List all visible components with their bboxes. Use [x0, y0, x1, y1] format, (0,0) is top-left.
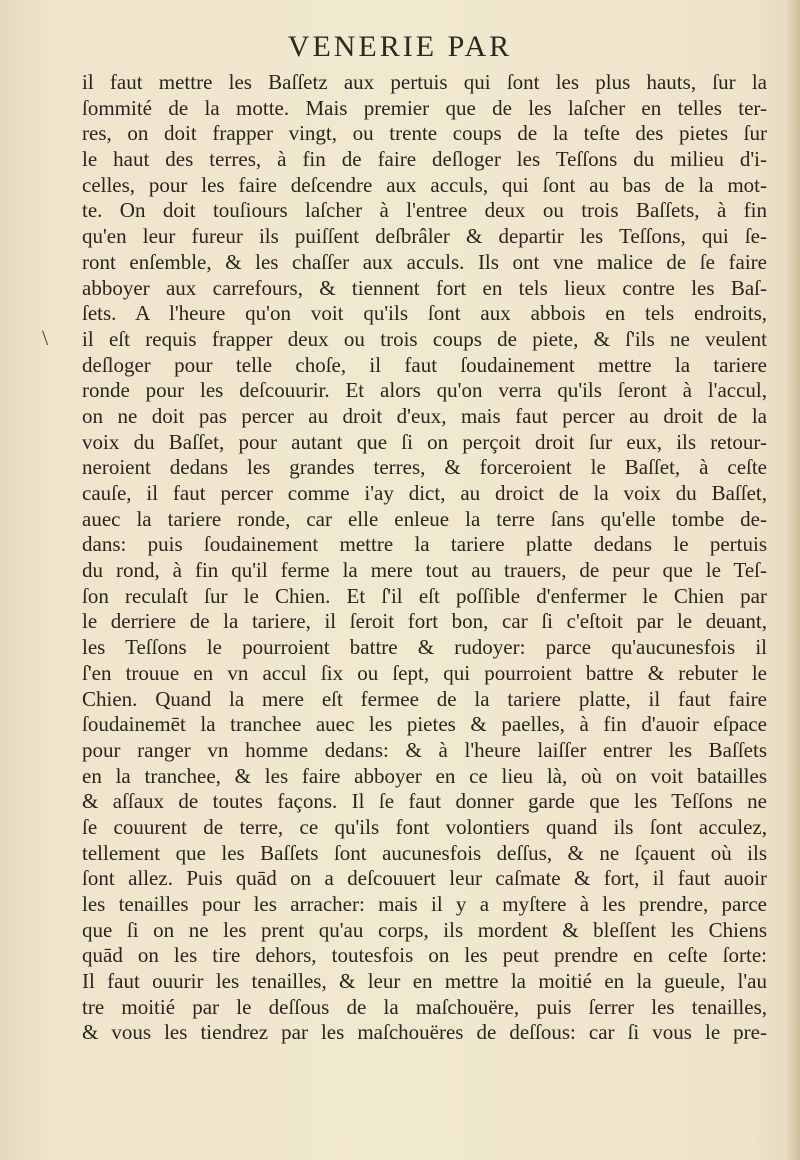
text-line: res, on doit frapper vingt, ou trente coups de la teſte des pietes ſur [82, 121, 767, 146]
text-line: le derriere de la tariere, il ſeroit fort bon, car ſi c'eſtoit par le deuant, [82, 609, 767, 634]
page-edge-shadow [786, 0, 800, 1160]
text-line: deſloger pour telle choſe, il faut ſoudainement mettre la tariere [82, 352, 767, 377]
text-line: & vous les tiendrez par les maſchouëres de deſſous: car ſi vous le pre- [82, 1020, 767, 1045]
text-line: neroient dedans les grandes terres, & forceroient le Baſſet, à ceſte [82, 455, 767, 480]
text-line: voix du Baſſet, pour autant que ſi on perçoit droit ſur eux, ils retour- [82, 429, 767, 454]
text-line: dans: puis ſoudainement mettre la tariere platte dedans le pertuis [82, 532, 767, 557]
marginal-mark: \ [42, 325, 49, 350]
text-line: abboyer aux carrefours, & tiennent fort en tels lieux contre les Baſ- [82, 275, 767, 300]
text-line: tellement que les Baſſets ſont aucunesfois deſſus, & ne ſçauent où ils [82, 840, 767, 865]
text-line: ronde pour les deſcouurir. Et alors qu'on verra qu'ils ſeront à l'accul, [82, 378, 767, 403]
text-line: du rond, à fin qu'il ferme la mere tout au trauers, de peur que le Teſ- [82, 558, 767, 583]
running-head: VENERIE PAR [287, 30, 513, 63]
text-line: Il faut ouurir les tenailles, & leur en mettre la moitié en la gueule, l'au [82, 969, 767, 994]
text-line: auec la tariere ronde, car elle enleue la terre ſans qu'elle tombe de- [82, 506, 767, 531]
text-line: ſoudainemēt la tranchee auec les pietes & paelles, à fin d'auoir eſpace [82, 712, 767, 737]
text-line: que ſi on ne les prent qu'au corps, ils mordent & bleſſent les Chiens [82, 917, 767, 942]
text-line: qu'en leur fureur ils puiſſent deſbrâler & departir les Teſſons, qui ſe- [82, 224, 767, 249]
text-line: il eſt requis frapper deux ou trois coups de piete, & ſ'ils ne veulent [82, 326, 767, 351]
text-line: ſont allez. Puis quād on a deſcouuert leur caſmate & fort, il faut auoir [82, 866, 767, 891]
text-line: les tenailles pour les arracher: mais il y a myſtere à les prendre, parce [82, 892, 767, 916]
text-line: ront enſemble, & les chaſſer aux acculs. Ils ont vne malice de ſe faire [82, 249, 767, 274]
text-line: quād on les tire dehors, toutesfois on les peut prendre en ceſte ſorte: [82, 943, 767, 968]
text-body [82, 70, 767, 1046]
text-line: & aſſaux de toutes façons. Il ſe faut donner garde que les Teſſons ne [82, 789, 767, 814]
text-line: les Teſſons le pourroient battre & rudoyer: parce qu'aucunesfois il [82, 635, 767, 660]
text-line: pour ranger vn homme dedans: & à l'heure laiſſer entrer les Baſſets [82, 737, 767, 762]
text-line: on ne doit pas percer au droit d'eux, mais faut percer au droit de la [82, 403, 767, 428]
text-line: ſ'en trouue en vn accul ſix ou ſept, qui pourroient battre & rebuter le [82, 660, 767, 685]
text-line: ſets. A l'heure qu'on voit qu'ils ſont aux abbois en tels endroits, [82, 301, 767, 326]
text-line: cauſe, il faut percer comme i'ay dict, au droict de la voix du Baſſet, [82, 481, 767, 505]
text-line: il faut mettre les Baſſetz aux pertuis qui ſont les plus hauts, ſur la [82, 70, 767, 94]
text-line: Chien. Quand la mere eſt fermee de la tariere platte, il faut faire [82, 686, 767, 711]
text-line: en la tranchee, & les faire abboyer en ce lieu là, où on voit batailles [82, 763, 767, 788]
text-line: ſe couurent de terre, ce qu'ils font volontiers quand ils ſont acculez, [82, 814, 767, 839]
text-line: tre moitié par le deſſous de la maſchouëre, puis ſerrer les tenailles, [82, 994, 767, 1019]
text-line: celles, pour les faire deſcendre aux acculs, qui ſont au bas de la mot- [82, 172, 767, 197]
text-line: ſommité de la motte. Mais premier que de les laſcher en telles ter- [82, 95, 767, 120]
text-line: te. On doit touſiours laſcher à l'entree deux ou trois Baſſets, à fin [82, 198, 767, 223]
text-line: le haut des terres, à fin de faire deſloger les Teſſons du milieu d'i- [82, 147, 767, 172]
text-line: ſon reculaſt ſur le Chien. Et ſ'il eſt poſſible d'enfermer le Chien par [82, 583, 767, 608]
